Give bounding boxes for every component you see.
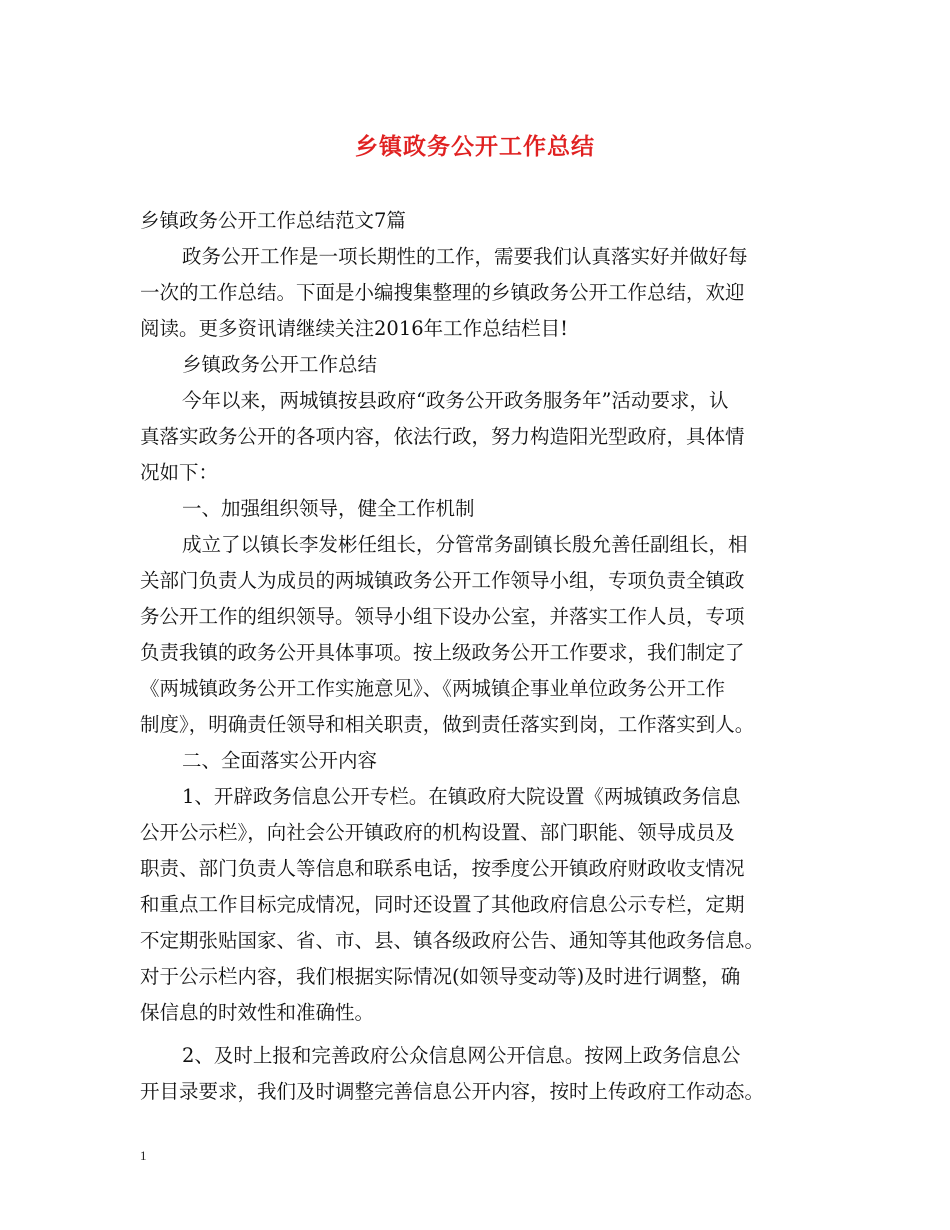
paragraph-line: 职责、部门负责人等信息和联系电话，按季度公开镇政府财政收支情况 [140, 857, 745, 880]
document-body [140, 203, 830, 1110]
paragraph-line: 《两城镇政务公开工作实施意见》、《两城镇企事业单位政务公开工作 [140, 677, 726, 700]
section-heading: 二、全面落实公开内容 [182, 749, 378, 772]
paragraph-line: 公开公示栏》，向社会公开镇政府的机构设置、部门职能、领导成员及 [140, 821, 735, 844]
paragraph-line: 负责我镇的政务公开具体事项。按上级政务公开工作要求，我们制定了 [140, 641, 745, 664]
paragraph-line: 一次的工作总结。下面是小编搜集整理的乡镇政务公开工作总结，欢迎 [140, 281, 745, 304]
paragraph-line: 对于公示栏内容，我们根据实际情况(如领导变动等)及时进行调整，确 [140, 965, 741, 988]
paragraph-line: 今年以来，两城镇按县政府“政务公开政务服务年”活动要求，认 [182, 389, 729, 412]
paragraph-line: 关部门负责人为成员的两城镇政务公开工作领导小组，专项负责全镇政 [140, 569, 745, 592]
paragraph-line: 阅读。更多资讯请继续关注2016年工作总结栏目! [140, 317, 568, 340]
paragraph-line: 成立了以镇长李发彬任组长，分管常务副镇长殷允善任副组长，相 [182, 533, 748, 556]
page-number: 1 [140, 1148, 147, 1163]
paragraph-line: 开目录要求，我们及时调整完善信息公开内容，按时上传政府工作动态。 [140, 1080, 765, 1103]
paragraph-line: 制度》，明确责任领导和相关职责，做到责任落实到岗，工作落实到人。 [140, 713, 755, 736]
paragraph-line: 不定期张贴国家、省、市、县、镇各级政府公告、通知等其他政务信息。 [140, 929, 765, 952]
subtitle-line: 乡镇政务公开工作总结范文7篇 [140, 209, 406, 232]
section-heading: 一、加强组织领导，健全工作机制 [182, 497, 475, 520]
paragraph-line: 1、开辟政务信息公开专栏。在镇政府大院设置《两城镇政务信息 [182, 785, 741, 808]
document-title: 乡镇政务公开工作总结 [355, 133, 595, 160]
paragraph-line: 况如下： [140, 461, 219, 484]
paragraph-line: 2、及时上报和完善政府公众信息网公开信息。按网上政务信息公 [182, 1044, 741, 1067]
paragraph-line: 真落实政务公开的各项内容，依法行政，努力构造阳光型政府，具体情 [140, 425, 745, 448]
paragraph-line: 和重点工作目标完成情况，同时还设置了其他政府信息公示专栏，定期 [140, 893, 745, 916]
section-heading: 乡镇政务公开工作总结 [182, 353, 378, 376]
paragraph-line: 保信息的时效性和准确性。 [140, 1001, 375, 1024]
paragraph-line: 务公开工作的组织领导。领导小组下设办公室，并落实工作人员，专项 [140, 605, 745, 628]
paragraph-line: 政务公开工作是一项长期性的工作，需要我们认真落实好并做好每 [182, 245, 748, 268]
